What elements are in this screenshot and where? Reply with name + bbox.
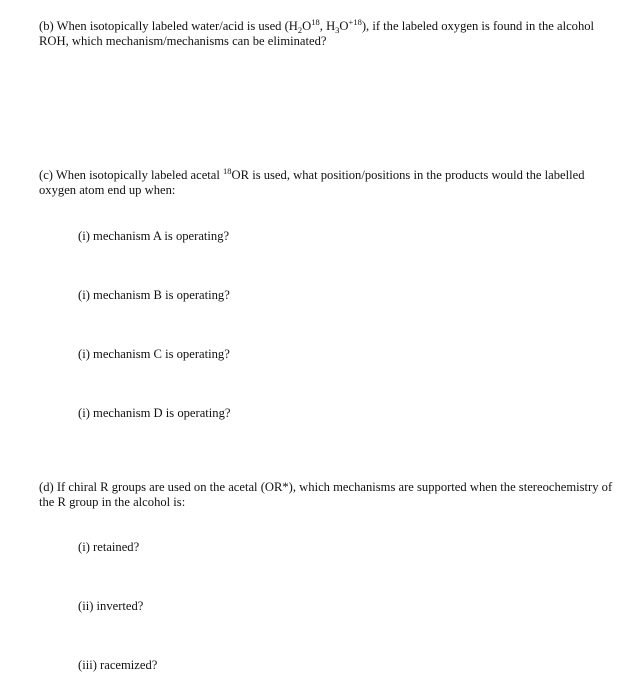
water-subscript: 2 [297,25,303,35]
question-c-item-b: (i) mechanism B is operating? [78,288,230,302]
question-d-item-inverted: (ii) inverted? [78,599,144,613]
formula-separator: , H [319,19,336,33]
question-c-item-c: (i) mechanism C is operating? [78,347,230,361]
question-b [39,19,619,49]
question-b-suffix: ), if the labeled oxygen is found in the alcohol ROH, which mechanism/mechanisms can be eliminated? [39,19,595,48]
question-c-prefix: (c) When isotopically labeled acetal [39,168,224,182]
question-d-item-racemized: (iii) racemized? [78,658,158,672]
acetal-isotope-superscript: 18 [223,166,232,176]
question-c-item-a: (i) mechanism A is operating? [78,229,230,243]
hydronium-isotope-superscript: +18 [348,17,362,27]
question-c-suffix: OR is used, what position/positions in the products would the labelled oxygen atom end up when: [39,168,585,197]
question-d: (d) If chiral R groups are used on the acetal (OR*), which mechanisms are supported when the stereochemistry of the R group in the alcohol is: [39,480,613,509]
water-isotope-superscript: 18 [311,17,320,27]
question-d-item-retained: (i) retained? [78,540,140,554]
question-b-prefix: (b) When isotopically labeled water/acid is used (H [39,19,298,33]
hydronium-subscript: 3 [335,25,340,35]
hydronium-oxygen: O [339,19,349,33]
question-c-item-d: (i) mechanism D is operating? [78,406,231,420]
question-c [39,168,619,198]
water-oxygen: O [302,19,312,33]
